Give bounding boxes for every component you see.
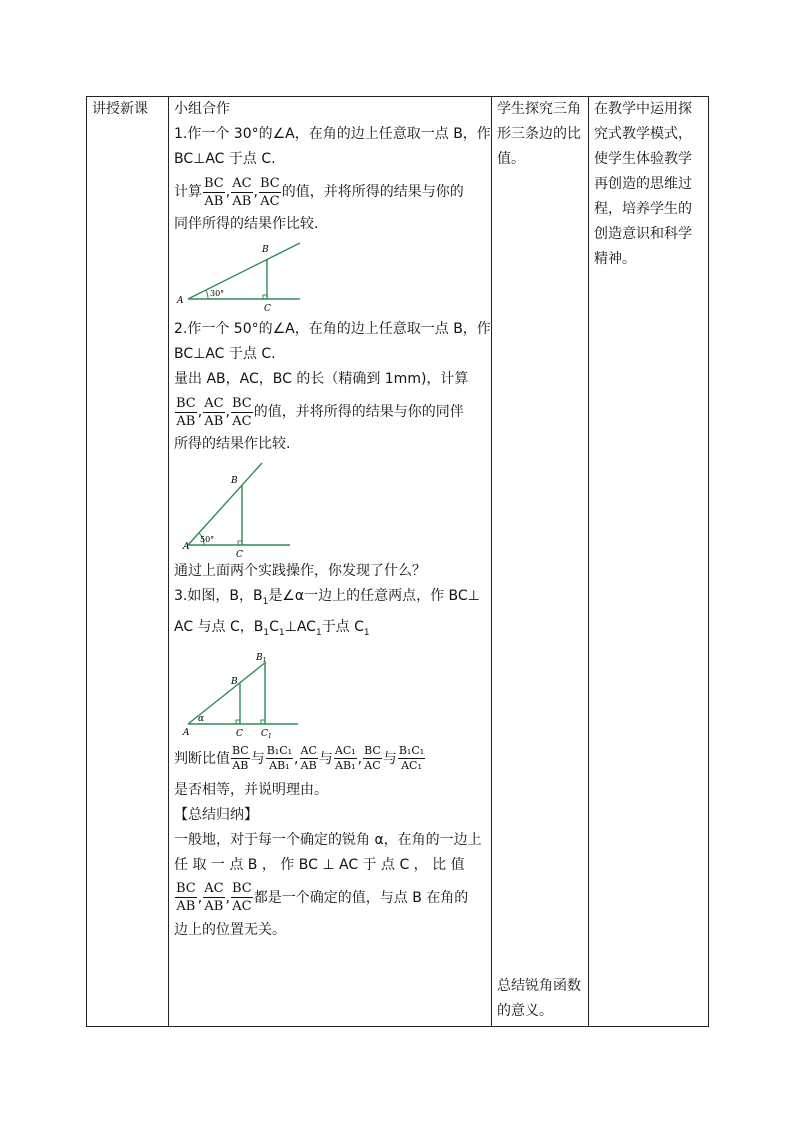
fraction-b1c1-ab1 <box>266 744 293 773</box>
frac-den: AB₁ <box>269 759 290 773</box>
frac-num: AC <box>204 395 224 411</box>
fraction-ac-ab <box>231 175 252 210</box>
label-a: A <box>177 296 184 306</box>
with-word: 与 <box>318 750 333 767</box>
text-part: 于点 C <box>321 618 364 635</box>
item3-line-end: 是否相等，并说明理由。 <box>174 781 328 798</box>
question-line: 通过上面两个实践操作，你发现了什么？ <box>174 563 426 579</box>
subscript: 1 <box>363 627 370 638</box>
item1-line2: BC⊥AC 于点 C. <box>174 151 276 167</box>
activity-title: 小组合作 <box>174 101 230 117</box>
fraction-bc-ab <box>175 880 197 915</box>
label-a: A <box>183 727 190 738</box>
fraction-b1c1-ac1 <box>398 744 425 773</box>
frac-den: AC₁ <box>401 759 422 773</box>
label-c: C <box>264 304 271 314</box>
label-b: B <box>231 676 238 687</box>
subscript: 1 <box>278 627 285 638</box>
student-activity-text: 学生探究三角形三条边的比值。 <box>497 101 581 167</box>
summary-calc: $\frac{BC}{AB}$ , $\frac{AC}{AB}$ , $\frac{BC}{AC}$ 都是一个确定的值，与点 B 在角的 <box>176 881 469 915</box>
student-activity-cell <box>492 97 589 1027</box>
item1-line1: 1.作一个 30°的∠A，在角的边上任意取一点 B，作 <box>174 126 491 142</box>
section-cell <box>87 97 169 1027</box>
text-part: C <box>269 618 279 635</box>
activity-cell <box>169 97 492 1027</box>
label-c: C <box>236 728 243 739</box>
calc-prefix: 计算 <box>174 184 202 200</box>
frac-den: AC <box>232 413 252 429</box>
frac-den: AB <box>176 413 196 429</box>
frac-num: AC <box>204 881 224 897</box>
label-alpha: α <box>198 713 205 724</box>
frac-den: AB <box>204 413 224 429</box>
label-b: B <box>231 476 238 486</box>
figure-50deg <box>174 459 324 559</box>
design-intent-text: 在教学中运用探究式教学模式，使学生体验教学再创造的思维过程，培养学生的创造意识和科学精神。 <box>594 101 692 267</box>
summary-line1: 一般地，对于每一个确定的锐角 α，在角的一边上 <box>174 831 482 848</box>
frac-num: AC <box>300 744 317 758</box>
hypotenuse-line <box>188 463 262 545</box>
frac-den: AB <box>176 899 196 915</box>
frac-den: AB <box>204 193 224 209</box>
label-angle: 50° <box>200 535 215 544</box>
item2-line1: 2.作一个 50°的∠A，在角的边上任意取一点 B，作 <box>174 321 491 337</box>
fraction-ac-ab <box>203 880 224 915</box>
frac-den: AB₁ <box>335 759 356 773</box>
lesson-row <box>87 97 709 1027</box>
item2-line3: 量出 AB，AC，BC 的长（精确到 1mm)，计算 <box>174 371 469 387</box>
angle-arc <box>206 290 208 299</box>
frac-num: AC₁ <box>334 744 356 758</box>
label-b: B <box>262 245 269 255</box>
label-c: C <box>236 550 243 559</box>
frac-den: AC <box>364 759 381 773</box>
section-label: 讲授新课 <box>92 101 148 117</box>
fraction-ac-ab <box>300 744 318 773</box>
item3-judge: 判断比值 $\frac{BC}{AB}$ 与 $\frac{\text{B₁C₁}}{\text{AB₁}}$ , $\frac{AC}{AB}$ 与 $\frac{\text{AC₁}}{\text{AB₁}}$ , $\frac{BC}{AC}$ 与 $\frac{\text{B₁C₁}}{\text{AC₁}}$ <box>174 744 425 773</box>
item2-line5: 所得的结果作比较. <box>174 436 291 452</box>
label-c1 <box>261 729 272 740</box>
calc-suffix: 的值，并将所得的结果与你的同伴 <box>253 404 464 420</box>
design-intent-cell <box>589 97 709 1027</box>
frac-den: AB <box>232 759 249 773</box>
fraction-bc-ac <box>259 175 281 210</box>
frac-den: AC <box>260 193 280 209</box>
summary-line4: 边上的位置无关。 <box>174 921 286 938</box>
frac-num: BC <box>204 175 224 191</box>
figure-alpha <box>174 648 324 740</box>
frac-num: BC <box>364 744 381 758</box>
subscript: 1 <box>315 627 322 638</box>
frac-num: BC <box>260 175 280 191</box>
item3-line2 <box>174 615 487 646</box>
label-c1-letter: C <box>261 728 268 739</box>
summary-line2: 任 取 一 点 B ， 作 BC ⊥ AC 于 点 C ， 比 值 <box>174 856 465 873</box>
frac-den: AB <box>232 193 252 209</box>
fraction-bc-ab <box>175 395 197 430</box>
item2-line2: BC⊥AC 于点 C. <box>174 346 276 362</box>
frac-num: BC <box>176 881 196 897</box>
frac-den: AB <box>204 899 224 915</box>
summary-title: 【总结归纳】 <box>174 806 258 823</box>
label-a: A <box>183 542 190 552</box>
fraction-bc-ac <box>231 880 253 915</box>
summary-suffix: 都是一个确定的值，与点 B 在角的 <box>253 889 469 906</box>
calc-suffix: 的值，并将所得的结果与你的 <box>281 184 464 200</box>
fraction-ac1-ab1 <box>334 744 357 773</box>
text-part: AC 与点 C，B <box>174 618 264 635</box>
frac-num: BC <box>232 881 252 897</box>
label-c1-sub: 1 <box>267 732 272 740</box>
lesson-table <box>86 96 709 1027</box>
item1-line4: 同伴所得的结果作比较. <box>174 216 319 232</box>
fraction-ac-ab <box>203 395 224 430</box>
text-part: 3.如图，B，B <box>174 588 263 604</box>
frac-num: B₁C₁ <box>266 744 293 758</box>
frac-num: AC <box>232 175 252 191</box>
with-word: 与 <box>250 750 265 767</box>
subscript: 1 <box>262 596 269 607</box>
item3-line1 <box>174 584 487 615</box>
text-part: 是∠α一边上的任意两点，作 BC⊥ <box>268 588 480 604</box>
with-word: 与 <box>382 750 397 767</box>
frac-den: AB <box>300 759 317 773</box>
fraction-bc-ab <box>231 744 250 773</box>
label-b1 <box>255 653 266 664</box>
frac-num: BC <box>232 744 249 758</box>
frac-num: B₁C₁ <box>398 744 425 758</box>
frac-num: BC <box>232 395 252 411</box>
fraction-bc-ac <box>231 395 253 430</box>
subscript: 1 <box>263 627 270 638</box>
student-activity-bottom: 总结锐角函数的意义。 <box>497 978 581 1019</box>
text-part: ⊥AC <box>284 618 316 635</box>
judge-prefix: 判断比值 <box>174 750 230 767</box>
fraction-bc-ac <box>363 744 382 773</box>
fraction-bc-ab <box>203 175 225 210</box>
item1-calc: 计算 $\frac{BC}{AB}$ , $\frac{AC}{AB}$ , $\frac{BC}{AC}$ 的值，并将所得的结果与你的 <box>174 175 464 209</box>
label-angle: 30° <box>210 289 225 298</box>
figure-30deg <box>174 239 324 317</box>
frac-num: BC <box>176 395 196 411</box>
item2-calc: $\frac{BC}{AB}$ , $\frac{AC}{AB}$ , $\frac{BC}{AC}$ 的值，并将所得的结果与你的同伴 <box>176 395 464 429</box>
frac-den: AC <box>232 899 252 915</box>
label-b1-letter: B <box>256 652 263 663</box>
label-b1-sub: 1 <box>262 656 267 664</box>
hypotenuse-line <box>188 243 300 299</box>
